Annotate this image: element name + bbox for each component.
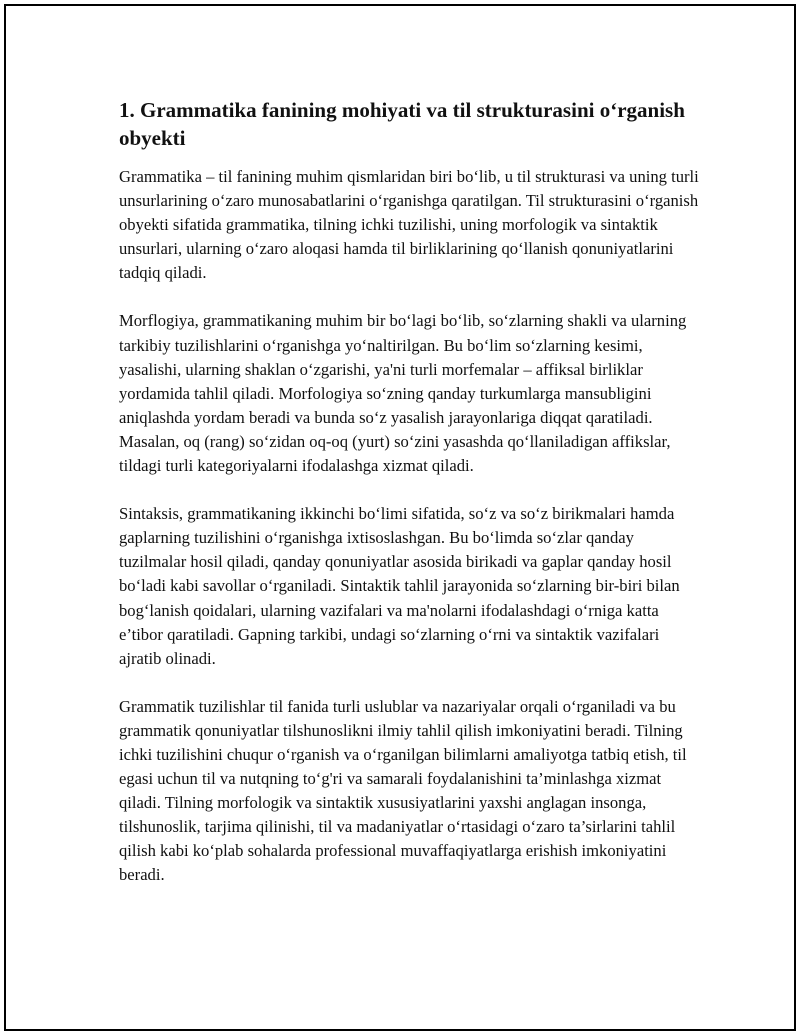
document-page bbox=[4, 4, 796, 1031]
paragraph-grammatik-tuzilishlar: Grammatik tuzilishlar til fanida turli uslublar va nazariyalar orqali o‘rganiladi va bu grammatik qonuniyatlar tilshunoslikni ilmiy tahlil qilish imkoniyatini beradi. Tilning ichki tuzilishini chuqur o‘rganish va o‘rganilgan bilimlarni amaliyotga tatbiq etish, til egasi uchun til va nutqning to‘g'ri va samarali foydalanishini ta’minlashga xizmat qiladi. Tilning morfologik va sintaktik xususiyatlarini yaxshi anglagan insonga, tilshunoslik, tarjima qilinishi, til va madaniyatlar o‘rtasidagi o‘zaro ta’sirlarini tahlil qilish kabi ko‘plab sohalarda professional muvaffaqiyatlarga erishish imkoniyatini beradi. bbox=[119, 696, 687, 885]
document-body bbox=[119, 96, 699, 912]
paragraph-morfologiya: Morflogiya, grammatikaning muhim bir bo‘lagi bo‘lib, so‘zlarning shakli va ularning tarkibiy tuzilishlarini o‘rganishga yo‘naltirilgan. Bu bo‘lim so‘zlarning kesimi, yasalishi, ularning shaklan o‘zgarishi, ya'ni turli morfemalar – affiksal birliklar yordamida tahlil qiladi. Morfologiya so‘zning qanday turkumlarga mansubligini aniqlashda yordam beradi va bunda so‘z yasalish jarayonlariga diqqat qaratiladi. Masalan, oq (rang) so‘zidan oq-oq (yurt) so‘zini yasashda qo‘llaniladigan affikslar, tildagi turli kategoriyalarni ifodalashga xizmat qiladi. bbox=[119, 311, 687, 476]
section-heading: 1. Grammatika fanining mohiyati va til strukturasini o‘rganish obyekti bbox=[119, 98, 685, 150]
paragraph-grammatika: Grammatika – til fanining muhim qismlaridan biri bo‘lib, u til strukturasi va uning turli unsurlarining o‘zaro munosabatlarini o‘rganishga qaratilgan. Til strukturasini o‘rganish obyekti sifatida grammatika, tilning ichki tuzilishi, uning morfologik va sintaktik unsurlari, ularning o‘zaro aloqasi hamda til birliklarining qo‘llanish qonuniyatlarini tadqiq qiladi. bbox=[119, 167, 699, 283]
paragraph-sintaksis: Sintaksis, grammatikaning ikkinchi bo‘limi sifatida, so‘z va so‘z birikmalari hamda gaplarning tuzilishini o‘rganishga ixtisoslashgan. Bu bo‘limda so‘zlar qanday tuzilmalar hosil qiladi, qanday qonuniyatlar asosida birikadi va gaplar qanday hosil bo‘ladi kabi savollar o‘rganiladi. Sintaktik tahlil jarayonida so‘zlarning bir-biri bilan bog‘lanish qoidalari, ularning vazifalari va ma'nolarni ifodalashdagi o‘rniga katta e’tibor qaratiladi. Gapning tarkibi, undagi so‘zlarning o‘rni va sintaktik vazifalari ajratib olinadi. bbox=[119, 504, 680, 668]
